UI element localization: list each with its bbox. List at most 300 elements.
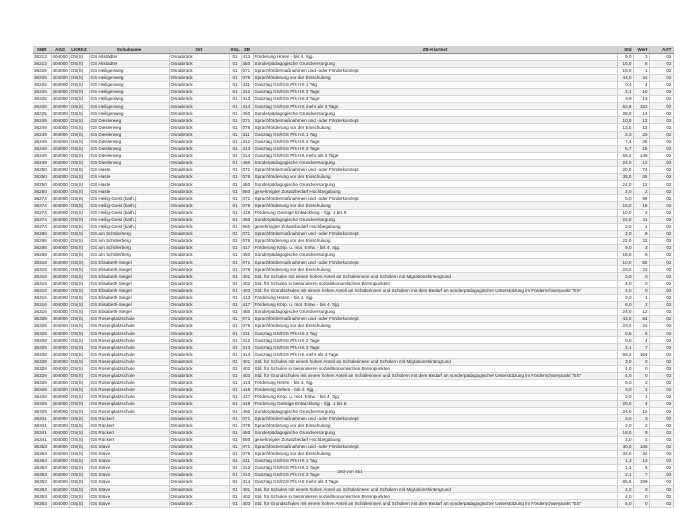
cell-zb-klartext: Sprachfördermaßnahmen und -oder Förderkonzept — [253, 167, 617, 174]
table-row — [33, 152, 673, 159]
table-row — [33, 60, 673, 67]
cell-wert: 164 — [633, 351, 649, 358]
cell-wert: 13 — [633, 117, 649, 124]
cell-snr: 36249 — [33, 124, 51, 131]
cell-ort: Osnabrück — [169, 394, 229, 401]
cell-schulname: GS Heilig-Geist (kath.) — [89, 202, 169, 209]
cell-wert: 84 — [633, 315, 649, 322]
cell-sgl: 01 — [229, 323, 241, 330]
cell-zb: 076 — [241, 450, 253, 457]
cell-zb-klartext: Sonderpädagogische Grundversorgung — [253, 429, 617, 436]
cell-ort: Osnabrück — [169, 315, 229, 322]
cell-zb: 550 — [241, 436, 253, 443]
cell-zb-klartext: genehmigter Zusatzbedarf Hochbegabung — [253, 223, 617, 230]
cell-zb-klartext: Förderung Geistige Entwicklung - Sjg. 1 bis 8 — [253, 401, 617, 408]
cell-std: 18,0 — [617, 429, 633, 436]
cell-sgl: 01 — [229, 174, 241, 181]
cell-zb: 401 — [241, 486, 253, 493]
cell-wert: 4 — [633, 337, 649, 344]
cell-std: 3,0 — [617, 386, 633, 393]
cell-lkrkz: OS(S) — [69, 308, 89, 315]
cell-artt: 02 — [649, 74, 673, 81]
cell-ort: Osnabrück — [169, 358, 229, 365]
table-header-row — [33, 46, 673, 53]
cell-std: 4,0 — [617, 372, 633, 379]
cell-sgl: 01 — [229, 81, 241, 88]
cell-ags: 404000 — [52, 394, 68, 400]
cell-zb-klartext: Ganztag GS/IGS Pfs HS 3 Tage — [253, 472, 617, 479]
cell-std: 44,0 — [617, 74, 633, 81]
table-row — [33, 280, 673, 287]
table-row — [33, 450, 673, 457]
cell-artt: 02 — [649, 88, 673, 95]
cell-wert: 4 — [633, 401, 649, 408]
cell-sgl: 01 — [229, 315, 241, 322]
cell-std: 3,0 — [617, 415, 633, 422]
cell-lkrkz: OS(S) — [69, 287, 89, 294]
cell-ort: Osnabrück — [169, 344, 229, 351]
table-row — [33, 294, 673, 301]
cell-snr: 36328 — [33, 394, 51, 401]
cell-artt: 02 — [649, 223, 673, 230]
cell-artt: 02 — [649, 60, 673, 67]
cell-snr: 36341 — [33, 415, 51, 422]
cell-lkrkz: OS(S) — [69, 152, 89, 159]
cell-schulname: GS Haste — [89, 188, 169, 195]
cell-artt: 02 — [649, 358, 673, 365]
cell-wert: 10 — [633, 88, 649, 95]
cell-artt: 02 — [649, 429, 673, 436]
cell-zb: 076 — [241, 124, 253, 131]
cell-snr: 36274 — [33, 202, 51, 209]
cell-lkrkz: OS(S) — [69, 273, 89, 280]
header-lkrkz: LKRKZ — [69, 46, 89, 53]
cell-zb-klartext: Std. für Schulen mit einem hohen Anteil an Schülerinnen und Schülern mit Migrationshintergrund — [253, 273, 617, 280]
cell-ags: 404000 — [52, 380, 68, 386]
cell-artt: 02 — [649, 301, 673, 308]
cell-zb-klartext: Sprachfördermaßnahmen und -oder Förderkonzept — [253, 195, 617, 202]
cell-ags: 404000 — [52, 330, 68, 336]
cell-artt: 02 — [649, 209, 673, 216]
cell-std: 3,9 — [617, 96, 633, 103]
cell-zb-klartext: Sprachförderung vor der Einschulung — [253, 202, 617, 209]
cell-wert: 19 — [633, 145, 649, 152]
cell-ags: 404000 — [52, 444, 68, 449]
cell-ags: 404000 — [52, 479, 68, 485]
cell-schulname: GS Heiligenweg — [89, 88, 169, 95]
cell-artt: 02 — [649, 152, 673, 159]
cell-sgl: 01 — [229, 53, 241, 60]
cell-ags: 404000 — [52, 53, 68, 59]
cell-sgl: 01 — [229, 280, 241, 287]
cell-lkrkz: OS(S) — [69, 252, 89, 259]
cell-zb: 312 — [241, 337, 253, 344]
cell-ort: Osnabrück — [169, 188, 229, 195]
cell-ags: 404000 — [52, 153, 68, 159]
cell-wert: 22 — [633, 237, 649, 244]
cell-ort: Osnabrück — [169, 472, 229, 479]
cell-std: 6,0 — [617, 301, 633, 308]
cell-snr: 36316 — [33, 301, 51, 308]
cell-wert: 35 — [633, 174, 649, 181]
cell-zb: 312 — [241, 464, 253, 471]
cell-schulname: GS Stüve — [89, 479, 169, 486]
cell-artt: 02 — [649, 315, 673, 322]
cell-ort: Osnabrück — [169, 259, 229, 266]
cell-ags: 404000 — [52, 188, 68, 194]
cell-lkrkz: OS(S) — [69, 174, 89, 181]
cell-wert: 0 — [633, 280, 649, 287]
cell-zb-klartext: Sonderpädagogische Grundversorgung — [253, 308, 617, 315]
cell-ags: 404000 — [52, 110, 68, 116]
cell-lkrkz: OS(S) — [69, 195, 89, 202]
cell-zb: 550 — [241, 188, 253, 195]
cell-ort: Osnabrück — [169, 245, 229, 252]
cell-sgl: 01 — [229, 152, 241, 159]
cell-wert: 23 — [633, 131, 649, 138]
table-row — [33, 493, 673, 500]
cell-artt: 02 — [649, 386, 673, 393]
cell-snr: 36353 — [33, 443, 51, 450]
cell-artt: 02 — [649, 337, 673, 344]
cell-ags: 404000 — [52, 195, 68, 201]
cell-wert: 0 — [633, 358, 649, 365]
cell-std: 59,2 — [617, 152, 633, 159]
cell-lkrkz: OS(S) — [69, 443, 89, 450]
cell-wert: 2 — [633, 209, 649, 216]
cell-schulname: GS Heilig-Geist (kath.) — [89, 209, 169, 216]
cell-snr: 36341 — [33, 436, 51, 443]
cell-snr: 36341 — [33, 422, 51, 429]
cell-snr: 36353 — [33, 457, 51, 464]
cell-zb: 401 — [241, 358, 253, 365]
cell-std: 2,0 — [617, 436, 633, 443]
cell-schulname: GS Rosenplatzschule — [89, 351, 169, 358]
cell-snr: 36225 — [33, 74, 51, 81]
cell-std: 4,0 — [617, 493, 633, 500]
cell-artt: 02 — [649, 230, 673, 237]
cell-artt: 02 — [649, 351, 673, 358]
cell-wert: 146 — [633, 152, 649, 159]
cell-schulname: GS Stüve — [89, 450, 169, 457]
cell-zb: 450 — [241, 181, 253, 188]
cell-sgl: 01 — [229, 401, 241, 408]
cell-snr: 36328 — [33, 408, 51, 415]
cell-lkrkz: OS(S) — [69, 415, 89, 422]
cell-sgl: 01 — [229, 131, 241, 138]
cell-artt: 02 — [649, 81, 673, 88]
cell-sgl: 01 — [229, 443, 241, 450]
cell-lkrkz: OS(S) — [69, 259, 89, 266]
cell-snr: 36249 — [33, 145, 51, 152]
table-row — [33, 301, 673, 308]
cell-sgl: 01 — [229, 386, 241, 393]
cell-sgl: 01 — [229, 493, 241, 500]
cell-zb-klartext: Ganztag GS/IGS Pfs HS 2 Tage — [253, 337, 617, 344]
cell-wert: 3 — [633, 245, 649, 252]
cell-lkrkz: OS(S) — [69, 386, 89, 393]
cell-schulname: GS Dieslerweg — [89, 131, 169, 138]
cell-zb: 417 — [241, 394, 253, 401]
cell-zb-klartext: Sprachförderung vor der Einschulung — [253, 422, 617, 429]
cell-sgl: 01 — [229, 301, 241, 308]
cell-ort: Osnabrück — [169, 365, 229, 372]
cell-ort: Osnabrück — [169, 493, 229, 500]
cell-sgl: 01 — [229, 308, 241, 315]
cell-zb-klartext: Ganztag GS/IGS Pfs HS mehr als 3 Tage — [253, 479, 617, 486]
cell-snr: 36225 — [33, 96, 51, 103]
cell-schulname: GS Rosenplatzschule — [89, 330, 169, 337]
table-row — [33, 372, 673, 379]
table-row — [33, 110, 673, 117]
cell-lkrkz: OS(S) — [69, 230, 89, 237]
header-zb: ZB — [241, 46, 253, 53]
cell-std: 2,0 — [617, 422, 633, 429]
cell-sgl: 01 — [229, 103, 241, 110]
cell-zb: 450 — [241, 429, 253, 436]
cell-zb-klartext: Ganztag GS/IGS Pfs HS 3 Tage — [253, 96, 617, 103]
cell-zb: 450 — [241, 408, 253, 415]
cell-zb: 413 — [241, 379, 253, 386]
cell-ort: Osnabrück — [169, 294, 229, 301]
cell-wert: 74 — [633, 167, 649, 174]
cell-schulname: GS Dieslerweg — [89, 152, 169, 159]
cell-snr: 36250 — [33, 181, 51, 188]
cell-ort: Osnabrück — [169, 181, 229, 188]
cell-zb: 312 — [241, 88, 253, 95]
cell-schulname: GS Heiligenweg — [89, 96, 169, 103]
cell-artt: 02 — [649, 124, 673, 131]
cell-ort: Osnabrück — [169, 131, 229, 138]
cell-std: 16,0 — [617, 252, 633, 259]
cell-ags: 404000 — [52, 273, 68, 279]
cell-ort: Osnabrück — [169, 308, 229, 315]
cell-ags: 404000 — [52, 117, 68, 123]
cell-lkrkz: OS(S) — [69, 486, 89, 493]
cell-zb: 313 — [241, 96, 253, 103]
cell-schulname: GS Heiligenweg — [89, 74, 169, 81]
cell-ags: 404000 — [52, 266, 68, 272]
cell-sgl: 01 — [229, 500, 241, 507]
cell-lkrkz: OS(S) — [69, 479, 89, 486]
cell-schulname: GS Rosenplatzschule — [89, 379, 169, 386]
cell-artt: 02 — [649, 443, 673, 450]
cell-std: 5,7 — [617, 145, 633, 152]
cell-ags: 404000 — [52, 209, 68, 215]
table-row — [33, 88, 673, 95]
cell-zb-klartext: Sprachförderung vor der Einschulung — [253, 323, 617, 330]
cell-zb-klartext: Ganztag GS/IGS Pfs HS 2 Tage — [253, 138, 617, 145]
cell-zb-klartext: Ganztag GS/IGS Pfs HS mehr als 3 Tage — [253, 103, 617, 110]
cell-zb: 071 — [241, 415, 253, 422]
cell-sgl: 01 — [229, 181, 241, 188]
table-row — [33, 500, 673, 507]
cell-sgl: 01 — [229, 464, 241, 471]
cell-artt: 02 — [649, 464, 673, 471]
cell-snr: 36328 — [33, 372, 51, 379]
cell-sgl: 01 — [229, 216, 241, 223]
cell-std: 42,0 — [617, 315, 633, 322]
cell-snr: 36316 — [33, 266, 51, 273]
cell-lkrkz: OS(S) — [69, 117, 89, 124]
cell-std: 16,0 — [617, 202, 633, 209]
cell-artt: 02 — [649, 202, 673, 209]
table-row — [33, 124, 673, 131]
header-wert: Wert — [633, 46, 649, 53]
cell-lkrkz: OS(S) — [69, 344, 89, 351]
cell-snr: 36341 — [33, 429, 51, 436]
cell-zb-klartext: Std. für Schulen mit einem hohen Anteil an Schülerinnen und Schülern mit Migrationshintergrund — [253, 486, 617, 493]
cell-ort: Osnabrück — [169, 287, 229, 294]
cell-ort: Osnabrück — [169, 330, 229, 337]
cell-ort: Osnabrück — [169, 117, 229, 124]
cell-schulname: GS Elisabeth-Siegel — [89, 287, 169, 294]
cell-sgl: 01 — [229, 252, 241, 259]
cell-ort: Osnabrück — [169, 195, 229, 202]
table-row — [33, 53, 673, 60]
cell-zb: 403 — [241, 287, 253, 294]
cell-wert: 16 — [633, 202, 649, 209]
cell-artt: 02 — [649, 330, 673, 337]
cell-zb-klartext: Ganztag GS/IGS Pfs HS 3 Tage — [253, 145, 617, 152]
cell-artt: 02 — [649, 287, 673, 294]
cell-lkrkz: OS(S) — [69, 401, 89, 408]
table-row — [33, 245, 673, 252]
cell-schulname: GS Stüve — [89, 486, 169, 493]
cell-zb-klartext: Förderung Sehen - bis 4. Sjg. — [253, 386, 617, 393]
cell-std: 69,2 — [617, 351, 633, 358]
cell-schulname: GS Heiligenweg — [89, 103, 169, 110]
cell-artt: 02 — [649, 188, 673, 195]
cell-artt: 02 — [649, 379, 673, 386]
table-row — [33, 167, 673, 174]
table-row — [33, 195, 673, 202]
cell-schulname: GS Rosenplatzschule — [89, 337, 169, 344]
cell-wert: 145 — [633, 443, 649, 450]
cell-schulname: GS Elisabeth-Siegel — [89, 301, 169, 308]
cell-std: 10,0 — [617, 117, 633, 124]
cell-ort: Osnabrück — [169, 159, 229, 166]
cell-std: 85,6 — [617, 479, 633, 486]
cell-zb: 312 — [241, 138, 253, 145]
cell-ags: 404000 — [52, 252, 68, 258]
cell-lkrkz: OS(S) — [69, 103, 89, 110]
cell-std: 4,0 — [617, 280, 633, 287]
cell-snr: 36225 — [33, 103, 51, 110]
cell-sgl: 01 — [229, 245, 241, 252]
cell-wert: 0 — [633, 287, 649, 294]
cell-wert: 152 — [633, 103, 649, 110]
cell-wert: 8 — [633, 230, 649, 237]
cell-artt: 02 — [649, 273, 673, 280]
cell-zb-klartext: Std. für Schulen in besonderen sozialökonomischen Brennpunkten — [253, 365, 617, 372]
table-row — [33, 394, 673, 401]
cell-ags: 404000 — [52, 245, 68, 251]
cell-schulname: GS Heiligenweg — [89, 81, 169, 88]
cell-zb: 450 — [241, 60, 253, 67]
table-row — [33, 181, 673, 188]
cell-zb: 311 — [241, 330, 253, 337]
cell-lkrkz: OS(S) — [69, 209, 89, 216]
cell-zb: 419 — [241, 401, 253, 408]
cell-zb: 071 — [241, 315, 253, 322]
cell-wert: 23 — [633, 266, 649, 273]
cell-std: 4,0 — [617, 486, 633, 493]
cell-schulname: GS Rosenplatzschule — [89, 315, 169, 322]
cell-zb-klartext: Sprachförderung vor der Einschulung — [253, 74, 617, 81]
cell-std: 0,4 — [617, 81, 633, 88]
cell-sgl: 01 — [229, 138, 241, 145]
cell-artt: 02 — [649, 252, 673, 259]
cell-sgl: 01 — [229, 408, 241, 415]
cell-snr: 36328 — [33, 330, 51, 337]
cell-ort: Osnabrück — [169, 138, 229, 145]
cell-lkrkz: OS(S) — [69, 202, 89, 209]
cell-schulname: GS Rückert — [89, 415, 169, 422]
cell-sgl: 01 — [229, 145, 241, 152]
cell-zb-klartext: Sprachförderung vor der Einschulung — [253, 450, 617, 457]
cell-snr: 36353 — [33, 479, 51, 486]
cell-lkrkz: OS(S) — [69, 472, 89, 479]
cell-zb-klartext: Std. für Schulen in besonderen sozialökonomischen Brennpunkten — [253, 493, 617, 500]
cell-ags: 404000 — [52, 429, 68, 435]
cell-wert: 12 — [633, 159, 649, 166]
table-row — [33, 358, 673, 365]
table-row — [33, 337, 673, 344]
table-row — [33, 315, 673, 322]
cell-std: 15,0 — [617, 60, 633, 67]
cell-zb-klartext: Sprachförderung vor der Einschulung — [253, 266, 617, 273]
cell-snr: 36225 — [33, 81, 51, 88]
cell-artt: 02 — [649, 103, 673, 110]
cell-wert: 8 — [633, 60, 649, 67]
cell-zb-klartext: Sprachfördermaßnahmen und -oder Förderkonzept — [253, 315, 617, 322]
cell-schulname: GS Stüve — [89, 457, 169, 464]
cell-ort: Osnabrück — [169, 415, 229, 422]
header-ort: Ort — [169, 46, 229, 53]
cell-std: 3,0 — [617, 394, 633, 401]
cell-zb-klartext: Ganztag GS/IGS Pfs HS 3 Tage — [253, 344, 617, 351]
table-row — [33, 273, 673, 280]
cell-wert: 3 — [633, 53, 649, 60]
cell-zb: 311 — [241, 457, 253, 464]
cell-lkrkz: OS(S) — [69, 351, 89, 358]
cell-sgl: 01 — [229, 96, 241, 103]
cell-sgl: 01 — [229, 486, 241, 493]
cell-wert: 1 — [633, 67, 649, 74]
cell-wert: 0 — [633, 493, 649, 500]
cell-sgl: 01 — [229, 117, 241, 124]
cell-zb-klartext: Förderung Hören - bis 4. Sjg. — [253, 294, 617, 301]
cell-artt: 02 — [649, 159, 673, 166]
cell-wert: 0 — [633, 372, 649, 379]
cell-sgl: 01 — [229, 67, 241, 74]
cell-zb-klartext: Std. für Schulen mit einem hohen Anteil an Schülerinnen und Schülern mit Migrationshintergrund — [253, 358, 617, 365]
cell-zb: 071 — [241, 259, 253, 266]
cell-ags: 404000 — [52, 89, 68, 95]
cell-lkrkz: OS(S) — [69, 81, 89, 88]
cell-lkrkz: OS(S) — [69, 365, 89, 372]
cell-lkrkz: OS(S) — [69, 124, 89, 131]
cell-zb: 314 — [241, 152, 253, 159]
cell-snr: 36328 — [33, 379, 51, 386]
cell-sgl: 01 — [229, 450, 241, 457]
cell-lkrkz: OS(S) — [69, 280, 89, 287]
cell-lkrkz: OS(S) — [69, 96, 89, 103]
cell-schulname: GS am Schölerberg — [89, 237, 169, 244]
cell-ags: 404000 — [52, 401, 68, 407]
cell-artt: 02 — [649, 110, 673, 117]
